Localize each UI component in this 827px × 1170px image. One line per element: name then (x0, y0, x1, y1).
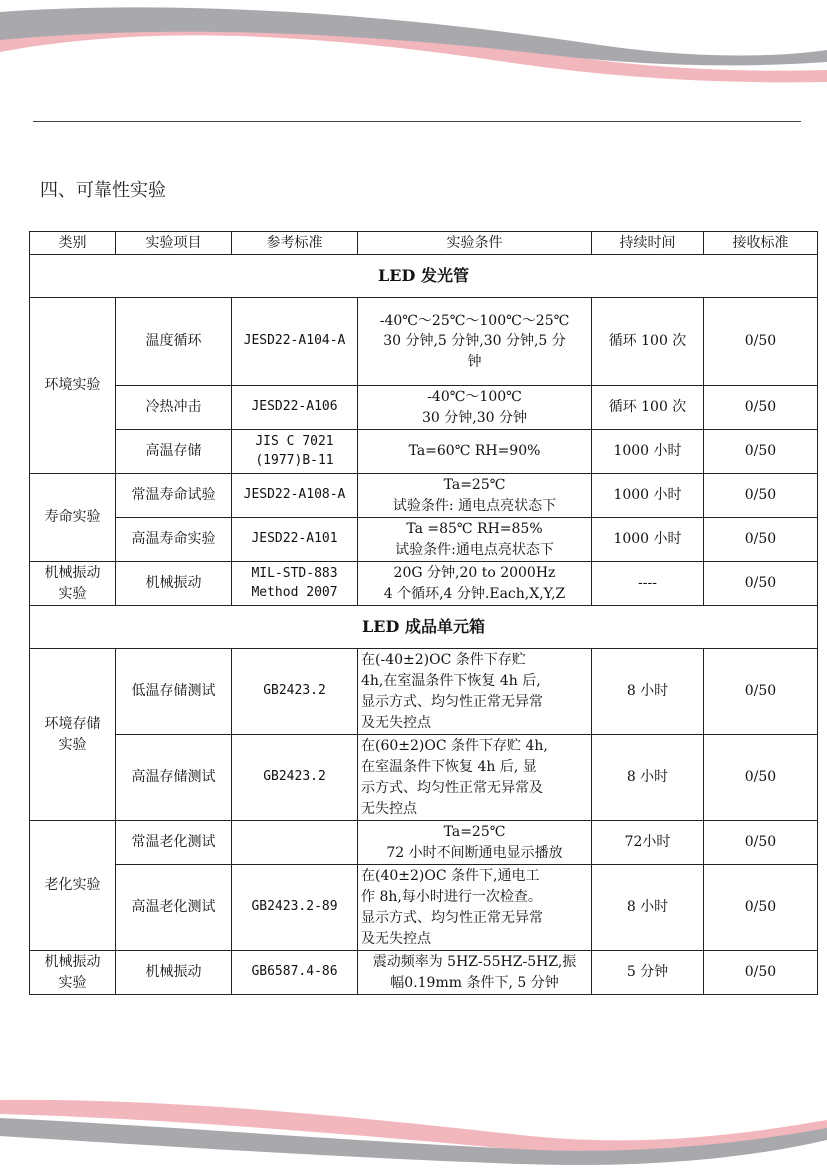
section-row (30, 255, 818, 298)
header-category: 类别 (30, 232, 116, 255)
item-cell: 常温老化测试 (116, 821, 232, 865)
item-cell: 冷热冲击 (116, 386, 232, 430)
duration-cell: 1000 小时 (592, 474, 704, 518)
duration-cell: 1000 小时 (592, 430, 704, 474)
condition-cell: -40℃～25℃～100℃～25℃ 30 分钟,5 分钟,30 分钟,5 分 钟 (358, 298, 592, 386)
item-cell: 温度循环 (116, 298, 232, 386)
acceptance-cell: 0/50 (704, 821, 818, 865)
header-item: 实验项目 (116, 232, 232, 255)
acceptance-cell: 0/50 (704, 298, 818, 386)
duration-cell: 1000 小时 (592, 518, 704, 562)
standard-cell: JESD22-A101 (232, 518, 358, 562)
item-cell: 机械振动 (116, 562, 232, 606)
item-cell: 高温老化测试 (116, 865, 232, 951)
acceptance-cell: 0/50 (704, 649, 818, 735)
condition-cell: 在(60±2)OC 条件下存贮 4h, 在室温条件下恢复 4h 后, 显 示方式、均匀性正常无异常及 无失控点 (358, 735, 592, 821)
header-condition: 实验条件 (358, 232, 592, 255)
standard-cell: JESD22-A108-A (232, 474, 358, 518)
standard-cell: JESD22-A104-A (232, 298, 358, 386)
acceptance-cell: 0/50 (704, 430, 818, 474)
table-header-row (30, 232, 818, 255)
category-cell: 老化实验 (30, 821, 116, 951)
table-row (30, 386, 818, 430)
condition-cell: 在(-40±2)OC 条件下存贮 4h,在室温条件下恢复 4h 后, 显示方式、均匀性正常无异常 及无失控点 (358, 649, 592, 735)
table-row (30, 518, 818, 562)
acceptance-cell: 0/50 (704, 562, 818, 606)
table-row (30, 649, 818, 735)
item-cell: 常温寿命试验 (116, 474, 232, 518)
category-cell: 机械振动 实验 (30, 951, 116, 995)
table-row (30, 865, 818, 951)
header-duration: 持续时间 (592, 232, 704, 255)
condition-cell: 在(40±2)OC 条件下,通电工 作 8h,每小时进行一次检查。 显示方式、均匀性正常无异常 及无失控点 (358, 865, 592, 951)
table-row (30, 430, 818, 474)
section-title-cell: LED 成品单元箱 (30, 606, 818, 649)
category-cell: 机械振动 实验 (30, 562, 116, 606)
acceptance-cell: 0/50 (704, 474, 818, 518)
duration-cell: 循环 100 次 (592, 386, 704, 430)
duration-cell: ---- (592, 562, 704, 606)
condition-cell: Ta=25℃ 72 小时不间断通电显示播放 (358, 821, 592, 865)
standard-cell: GB2423.2-89 (232, 865, 358, 951)
duration-cell: 循环 100 次 (592, 298, 704, 386)
standard-cell: GB2423.2 (232, 649, 358, 735)
item-cell: 高温存储 (116, 430, 232, 474)
acceptance-cell: 0/50 (704, 386, 818, 430)
condition-cell: 20G 分钟,20 to 2000Hz 4 个循环,4 分钟.Each,X,Y,Z (358, 562, 592, 606)
duration-cell: 72小时 (592, 821, 704, 865)
item-cell: 低温存储测试 (116, 649, 232, 735)
table-row (30, 735, 818, 821)
category-cell: 环境实验 (30, 298, 116, 474)
acceptance-cell: 0/50 (704, 518, 818, 562)
item-cell: 高温存储测试 (116, 735, 232, 821)
table-row (30, 474, 818, 518)
duration-cell: 8 小时 (592, 865, 704, 951)
acceptance-cell: 0/50 (704, 951, 818, 995)
standard-cell: JIS C 7021 (1977)B-11 (232, 430, 358, 474)
item-cell: 高温寿命实验 (116, 518, 232, 562)
standard-cell: GB6587.4-86 (232, 951, 358, 995)
table-row (30, 298, 818, 386)
condition-cell: Ta =85℃ RH=85% 试验条件:通电点亮状态下 (358, 518, 592, 562)
condition-cell: Ta=60℃ RH=90% (358, 430, 592, 474)
duration-cell: 8 小时 (592, 735, 704, 821)
header-standard: 参考标准 (232, 232, 358, 255)
reliability-table (29, 231, 818, 995)
standard-cell: GB2423.2 (232, 735, 358, 821)
category-cell: 寿命实验 (30, 474, 116, 562)
acceptance-cell: 0/50 (704, 865, 818, 951)
acceptance-cell: 0/50 (704, 735, 818, 821)
table-row (30, 821, 818, 865)
item-cell: 机械振动 (116, 951, 232, 995)
footer-swoosh (0, 1090, 827, 1170)
section-title-cell: LED 发光管 (30, 255, 818, 298)
standard-cell (232, 821, 358, 865)
table-row (30, 951, 818, 995)
header-rule (33, 121, 801, 122)
table-row (30, 562, 818, 606)
duration-cell: 5 分钟 (592, 951, 704, 995)
condition-cell: Ta=25℃ 试验条件: 通电点亮状态下 (358, 474, 592, 518)
condition-cell: -40℃～100℃ 30 分钟,30 分钟 (358, 386, 592, 430)
condition-cell: 震动频率为 5HZ-55HZ-5HZ,振 幅0.19mm 条件下, 5 分钟 (358, 951, 592, 995)
header-acceptance: 接收标准 (704, 232, 818, 255)
category-cell: 环境存储 实验 (30, 649, 116, 821)
duration-cell: 8 小时 (592, 649, 704, 735)
section-row (30, 606, 818, 649)
standard-cell: MIL-STD-883 Method 2007 (232, 562, 358, 606)
standard-cell: JESD22-A106 (232, 386, 358, 430)
section-title: 四、可靠性实验 (40, 180, 166, 201)
header-swoosh (0, 0, 827, 90)
